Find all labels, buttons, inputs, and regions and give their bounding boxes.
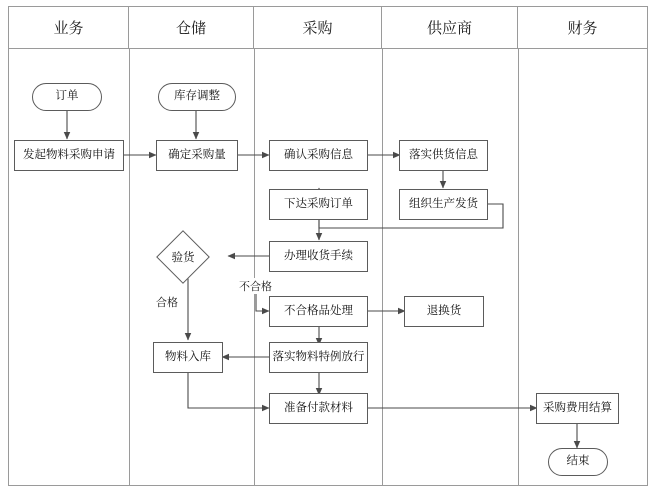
node-handle-receiving-procedures[interactable]: 办理收货手续: [269, 241, 368, 272]
node-determine-purchase-quantity[interactable]: 确定采购量: [156, 140, 238, 171]
node-confirm-purchase-info[interactable]: 确认采购信息: [269, 140, 368, 171]
lane-header-finance: 财务: [518, 7, 647, 49]
node-confirm-supply-info[interactable]: 落实供货信息: [399, 140, 488, 171]
lane-divider-3: [382, 49, 383, 485]
lane-divider-4: [518, 49, 519, 485]
node-end[interactable]: 结束: [548, 448, 608, 476]
node-raise-material-purchase-request[interactable]: 发起物料采购申请: [14, 140, 124, 171]
node-inspection-label: 验货: [171, 252, 195, 264]
lane-header-purchasing: 采购: [254, 7, 382, 49]
lane-header-business: 业务: [9, 7, 129, 49]
node-prepare-payment-materials[interactable]: 准备付款材料: [269, 393, 368, 424]
node-issue-purchase-order[interactable]: 下达采购订单: [269, 189, 368, 220]
lane-header-supplier: 供应商: [382, 7, 518, 49]
lane-divider-2: [254, 49, 255, 485]
node-purchase-cost-settlement[interactable]: 采购费用结算: [536, 393, 619, 424]
node-inventory-adjustment[interactable]: 库存调整: [158, 83, 236, 111]
lane-header-warehouse: 仓储: [129, 7, 254, 49]
edge-label-qualified: 合格: [155, 294, 179, 310]
node-nonconforming-handling[interactable]: 不合格品处理: [269, 296, 368, 327]
node-material-special-release[interactable]: 落实物料特例放行: [269, 342, 368, 373]
lane-divider-1: [129, 49, 130, 485]
edge-label-nonconforming: 不合格: [238, 278, 273, 294]
node-return-exchange[interactable]: 退换货: [404, 296, 484, 327]
node-material-warehousing[interactable]: 物料入库: [153, 342, 223, 373]
node-order[interactable]: 订单: [32, 83, 102, 111]
node-organize-production-delivery[interactable]: 组织生产发货: [399, 189, 488, 220]
